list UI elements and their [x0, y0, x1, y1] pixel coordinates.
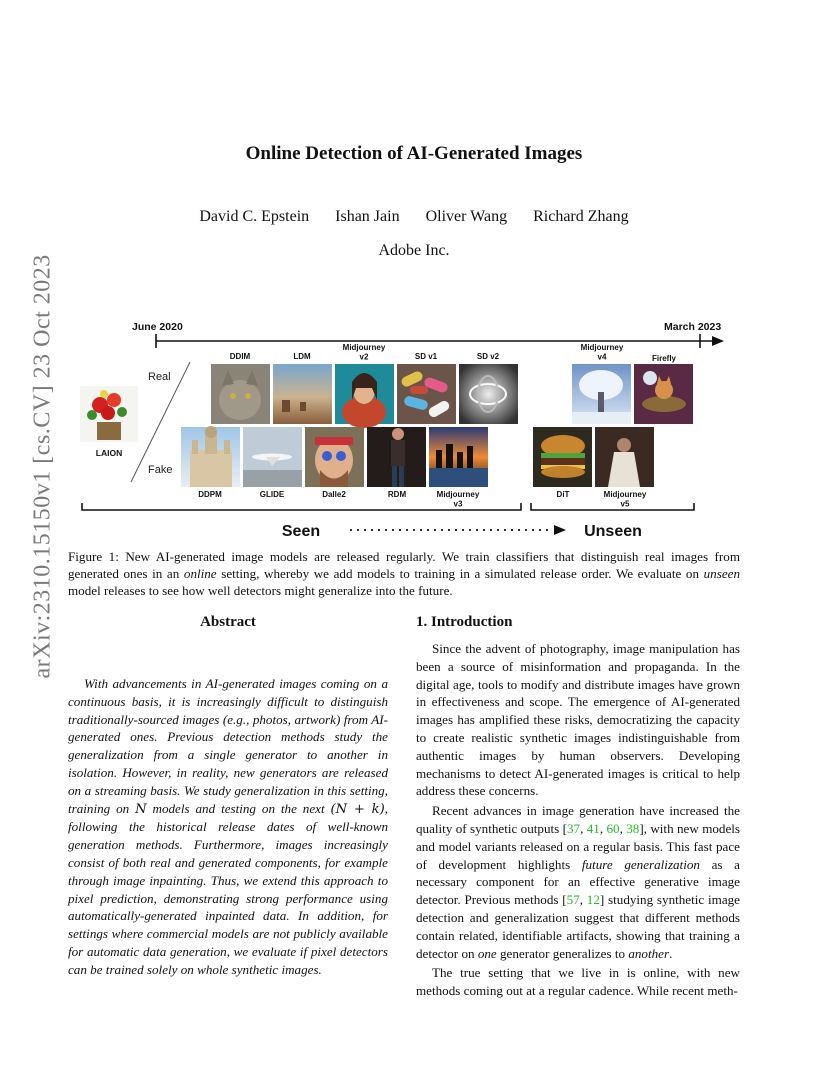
- thumbnail-glide-plane: [243, 427, 302, 487]
- model-label-ddim: DDIM: [229, 352, 251, 361]
- model-label-ddpm: DDPM: [198, 490, 222, 499]
- thumbnail-firefly-catship: [634, 364, 693, 424]
- thumbnail-midjourney-v2-portrait: [335, 364, 394, 428]
- model-label-dalle2: Dalle2: [322, 490, 346, 499]
- thumbnail-sd-v2-swirl: [459, 364, 518, 424]
- end-date-label: March 2023: [664, 321, 722, 333]
- model-label-glide: GLIDE: [259, 490, 285, 499]
- introduction-heading: 1. Introduction: [416, 614, 513, 630]
- real-label: Real: [148, 371, 171, 383]
- author-list: [0, 208, 828, 226]
- author-name: David C. Epstein: [199, 208, 310, 225]
- unseen-label: Unseen: [584, 523, 642, 540]
- figure-1-caption: Figure 1: New AI-generated image models are released regularly. We train classifiers that distinguish real images from generated ones in an online setting, whereby we add models to training in a simulated release order. We evaluate on unseen model releases to see how well detectors might generalize into the future.: [68, 549, 740, 598]
- author-name: Oliver Wang: [425, 208, 508, 225]
- timeline-arrowhead: [712, 336, 724, 346]
- thumbnail-midjourney-v5-monk: [595, 427, 654, 487]
- affiliation: Adobe Inc.: [378, 242, 450, 259]
- thumbnail-dit-burger: [533, 427, 592, 487]
- abstract-heading: Abstract: [200, 614, 256, 630]
- seen-label: Seen: [281, 523, 321, 540]
- figure-1-timeline: [0, 300, 828, 545]
- thumbnail-dalle2-hippie: [305, 427, 364, 487]
- thumbnail-midjourney-v3-city: [429, 427, 488, 487]
- author-name: Ishan Jain: [335, 208, 400, 225]
- abstract-text: With advancements in AI-generated images coming on a continuous basis, it is increasingly difficult to distinguish traditionally-sourced images (e.g., photos, artwork) from AI-generated ones. Previous detection methods study the generalization from a single generator to another in isolation. However, in reality, new generators are released on a streaming basis. We study generalization in this setting, training on N models and testing on the next (N + k), following the historical release dates of well-known generation methods. Furthermore, images increasingly consist of both real and generated components, for example through image inpainting. Thus, we extend this approach to pixel prediction, demonstrating strong performance using automatically-generated inpainted data. In addition, for settings where commercial models are not publicly available for automatic data generation, we evaluate if pixel detectors can be trained solely on whole synthetic images.: [68, 676, 388, 977]
- thumbnail-sd-v1-pills: [397, 364, 456, 424]
- seen-to-unseen-arrowhead: [554, 525, 566, 535]
- fake-label: Fake: [148, 464, 173, 476]
- thumbnail-ddpm-cathedral: [181, 426, 240, 487]
- laion-label: LAION: [95, 448, 123, 458]
- thumbnail-midjourney-v4-tree: [572, 364, 631, 424]
- introduction-text: [416, 640, 740, 1000]
- model-label-midjourney-v5: Midjourney v5: [603, 490, 647, 509]
- model-label-rdm: RDM: [387, 490, 407, 499]
- model-label-ldm: LDM: [293, 352, 311, 361]
- thumbnail-ldm-desert: [273, 364, 332, 424]
- thumbnail-rdm-person: [367, 427, 426, 487]
- start-date-label: June 2020: [132, 321, 183, 333]
- model-label-midjourney-v2: Midjourney v2: [342, 343, 386, 362]
- model-label-midjourney-v3: Midjourney v3: [436, 490, 480, 509]
- model-label-dit: DiT: [556, 490, 570, 499]
- arxiv-sidebar-stamp: arXiv:2310.15150v1 [cs.CV] 23 Oct 2023: [29, 254, 56, 679]
- model-label-sd-v1: SD v1: [414, 352, 438, 361]
- model-label-sd-v2: SD v2: [476, 352, 500, 361]
- unseen-bracket: [531, 503, 694, 510]
- intro-paragraph: The true setting that we live in is online, with new methods coming out at a regular cadence. While recent meth-: [416, 965, 740, 999]
- model-label-midjourney-v4: Midjourney v4: [580, 343, 624, 362]
- thumbnail-ddim-cat: [211, 364, 270, 424]
- paper-title: Online Detection of AI-Generated Images: [245, 143, 583, 164]
- model-label-firefly: Firefly: [651, 354, 677, 363]
- laion-image: [80, 386, 138, 442]
- author-name: Richard Zhang: [533, 208, 629, 225]
- intro-paragraph: Since the advent of photography, image manipulation has been a source of misinformation and propaganda. In the digital age, tools to modify and distribute images have grown in effectiveness and scope. The emergence of AI-generated images has amplified these risks, democratizing the capacity to create realistic synthetic images indistinguishable from authentic images by human observers. Developing mechanisms to detect AI-generated images is critical to help address these concerns.: [416, 641, 740, 799]
- intro-paragraph: Recent advances in image generation have increased the quality of synthetic outputs [37, 41, 60, 38], with new models and model variants released on a regular basis. This fast pace of development highlights future generalization as a necessary component for an effective generative image detector. Previous methods [57, 12] studying synthetic image detection and generalization suggest that different methods contain related, identifiable artifacts, showing that training a detector on one generator generalizes to another.: [416, 803, 741, 961]
